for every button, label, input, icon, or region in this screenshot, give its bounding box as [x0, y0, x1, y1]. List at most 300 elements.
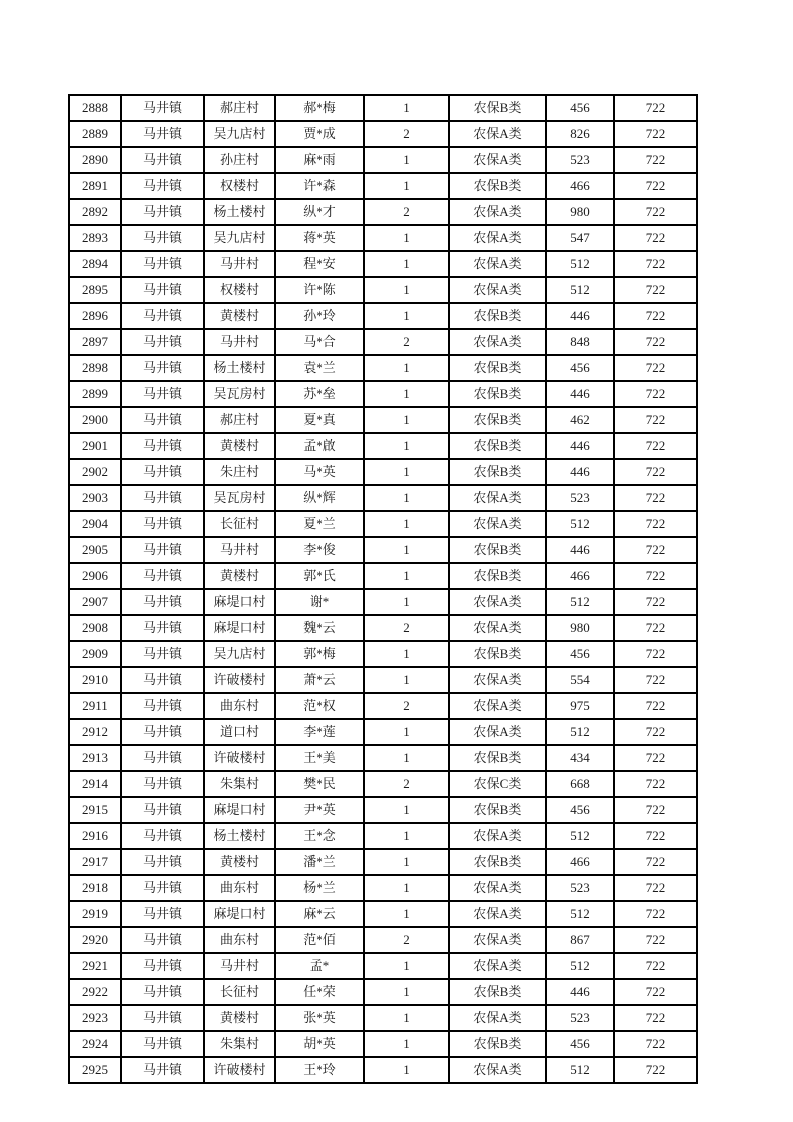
cell-name: 任*荣 — [275, 979, 364, 1005]
cell-standard: 722 — [614, 953, 697, 979]
cell-serial: 2913 — [69, 745, 121, 771]
cell-amount: 446 — [546, 381, 614, 407]
cell-town: 马井镇 — [121, 225, 204, 251]
cell-village: 黄楼村 — [204, 563, 275, 589]
cell-category: 农保A类 — [449, 1005, 546, 1031]
table-body — [69, 95, 697, 1083]
cell-amount: 446 — [546, 459, 614, 485]
cell-category: 农保A类 — [449, 329, 546, 355]
cell-standard: 722 — [614, 563, 697, 589]
cell-category: 农保A类 — [449, 225, 546, 251]
table-row — [69, 355, 697, 381]
cell-town: 马井镇 — [121, 277, 204, 303]
cell-serial: 2891 — [69, 173, 121, 199]
cell-town: 马井镇 — [121, 1031, 204, 1057]
cell-category: 农保A类 — [449, 693, 546, 719]
cell-persons: 1 — [364, 719, 449, 745]
table-row — [69, 407, 697, 433]
cell-village: 长征村 — [204, 979, 275, 1005]
cell-serial: 2909 — [69, 641, 121, 667]
cell-category: 农保A类 — [449, 511, 546, 537]
cell-standard: 722 — [614, 329, 697, 355]
cell-standard: 722 — [614, 1031, 697, 1057]
cell-amount: 462 — [546, 407, 614, 433]
cell-persons: 1 — [364, 225, 449, 251]
cell-serial: 2896 — [69, 303, 121, 329]
cell-persons: 2 — [364, 771, 449, 797]
table-row — [69, 771, 697, 797]
cell-persons: 2 — [364, 199, 449, 225]
cell-village: 吴九店村 — [204, 641, 275, 667]
cell-persons: 2 — [364, 121, 449, 147]
cell-standard: 722 — [614, 823, 697, 849]
cell-serial: 2921 — [69, 953, 121, 979]
cell-village: 吴九店村 — [204, 121, 275, 147]
table-row — [69, 199, 697, 225]
cell-town: 马井镇 — [121, 927, 204, 953]
cell-standard: 722 — [614, 537, 697, 563]
cell-category: 农保B类 — [449, 95, 546, 121]
table-row — [69, 979, 697, 1005]
cell-serial: 2925 — [69, 1057, 121, 1083]
cell-village: 麻堤口村 — [204, 901, 275, 927]
cell-category: 农保A类 — [449, 953, 546, 979]
cell-name: 王*玲 — [275, 1057, 364, 1083]
cell-standard: 722 — [614, 589, 697, 615]
cell-serial: 2905 — [69, 537, 121, 563]
cell-persons: 1 — [364, 1031, 449, 1057]
cell-name: 麻*云 — [275, 901, 364, 927]
cell-standard: 722 — [614, 251, 697, 277]
table-row — [69, 459, 697, 485]
cell-category: 农保A类 — [449, 485, 546, 511]
cell-serial: 2914 — [69, 771, 121, 797]
cell-serial: 2917 — [69, 849, 121, 875]
cell-town: 马井镇 — [121, 1005, 204, 1031]
cell-town: 马井镇 — [121, 173, 204, 199]
cell-amount: 446 — [546, 303, 614, 329]
cell-village: 权楼村 — [204, 277, 275, 303]
cell-category: 农保B类 — [449, 381, 546, 407]
cell-name: 许*森 — [275, 173, 364, 199]
cell-standard: 722 — [614, 771, 697, 797]
cell-serial: 2888 — [69, 95, 121, 121]
cell-persons: 1 — [364, 173, 449, 199]
cell-category: 农保B类 — [449, 745, 546, 771]
cell-name: 马*合 — [275, 329, 364, 355]
cell-serial: 2911 — [69, 693, 121, 719]
cell-category: 农保A类 — [449, 1057, 546, 1083]
cell-name: 夏*兰 — [275, 511, 364, 537]
cell-village: 郝庄村 — [204, 95, 275, 121]
cell-standard: 722 — [614, 511, 697, 537]
cell-name: 麻*雨 — [275, 147, 364, 173]
cell-amount: 512 — [546, 719, 614, 745]
cell-name: 孟* — [275, 953, 364, 979]
cell-persons: 1 — [364, 875, 449, 901]
cell-amount: 523 — [546, 875, 614, 901]
cell-category: 农保A类 — [449, 147, 546, 173]
cell-village: 黄楼村 — [204, 303, 275, 329]
cell-town: 马井镇 — [121, 381, 204, 407]
cell-town: 马井镇 — [121, 641, 204, 667]
cell-name: 谢* — [275, 589, 364, 615]
table-row — [69, 719, 697, 745]
cell-town: 马井镇 — [121, 901, 204, 927]
table-row — [69, 615, 697, 641]
cell-serial: 2918 — [69, 875, 121, 901]
cell-name: 张*英 — [275, 1005, 364, 1031]
cell-standard: 722 — [614, 901, 697, 927]
cell-serial: 2906 — [69, 563, 121, 589]
cell-persons: 1 — [364, 485, 449, 511]
cell-serial: 2920 — [69, 927, 121, 953]
cell-village: 曲东村 — [204, 875, 275, 901]
cell-category: 农保B类 — [449, 407, 546, 433]
cell-serial: 2915 — [69, 797, 121, 823]
cell-name: 胡*英 — [275, 1031, 364, 1057]
cell-village: 道口村 — [204, 719, 275, 745]
cell-serial: 2919 — [69, 901, 121, 927]
cell-category: 农保B类 — [449, 355, 546, 381]
cell-amount: 668 — [546, 771, 614, 797]
cell-category: 农保C类 — [449, 771, 546, 797]
table-row — [69, 927, 697, 953]
cell-serial: 2899 — [69, 381, 121, 407]
table-row — [69, 485, 697, 511]
cell-category: 农保A类 — [449, 875, 546, 901]
table-row — [69, 95, 697, 121]
cell-name: 程*安 — [275, 251, 364, 277]
table-row — [69, 641, 697, 667]
cell-serial: 2901 — [69, 433, 121, 459]
cell-amount: 466 — [546, 563, 614, 589]
cell-standard: 722 — [614, 979, 697, 1005]
cell-village: 马井村 — [204, 537, 275, 563]
cell-amount: 466 — [546, 849, 614, 875]
cell-amount: 512 — [546, 251, 614, 277]
cell-amount: 512 — [546, 511, 614, 537]
cell-town: 马井镇 — [121, 537, 204, 563]
cell-standard: 722 — [614, 1057, 697, 1083]
cell-name: 郭*氏 — [275, 563, 364, 589]
table-row — [69, 225, 697, 251]
table-row — [69, 537, 697, 563]
cell-standard: 722 — [614, 667, 697, 693]
cell-amount: 523 — [546, 147, 614, 173]
cell-town: 马井镇 — [121, 745, 204, 771]
cell-persons: 1 — [364, 667, 449, 693]
table-row — [69, 303, 697, 329]
cell-serial: 2916 — [69, 823, 121, 849]
cell-village: 麻堤口村 — [204, 797, 275, 823]
cell-amount: 512 — [546, 901, 614, 927]
table-row — [69, 433, 697, 459]
cell-amount: 456 — [546, 1031, 614, 1057]
cell-amount: 848 — [546, 329, 614, 355]
cell-town: 马井镇 — [121, 849, 204, 875]
cell-amount: 867 — [546, 927, 614, 953]
cell-town: 马井镇 — [121, 693, 204, 719]
cell-persons: 1 — [364, 95, 449, 121]
cell-persons: 2 — [364, 615, 449, 641]
cell-serial: 2903 — [69, 485, 121, 511]
cell-village: 曲东村 — [204, 927, 275, 953]
cell-name: 郭*梅 — [275, 641, 364, 667]
cell-village: 朱集村 — [204, 1031, 275, 1057]
cell-town: 马井镇 — [121, 1057, 204, 1083]
cell-category: 农保A类 — [449, 823, 546, 849]
cell-standard: 722 — [614, 199, 697, 225]
cell-category: 农保A类 — [449, 667, 546, 693]
cell-town: 马井镇 — [121, 771, 204, 797]
cell-name: 尹*英 — [275, 797, 364, 823]
cell-village: 杨土楼村 — [204, 823, 275, 849]
cell-village: 马井村 — [204, 329, 275, 355]
cell-town: 马井镇 — [121, 95, 204, 121]
table-row — [69, 953, 697, 979]
table-row — [69, 1031, 697, 1057]
cell-name: 苏*垒 — [275, 381, 364, 407]
cell-amount: 456 — [546, 95, 614, 121]
cell-persons: 1 — [364, 407, 449, 433]
cell-name: 夏*真 — [275, 407, 364, 433]
cell-village: 杨土楼村 — [204, 199, 275, 225]
cell-amount: 523 — [546, 1005, 614, 1031]
table-row — [69, 823, 697, 849]
cell-standard: 722 — [614, 875, 697, 901]
cell-amount: 466 — [546, 173, 614, 199]
cell-persons: 1 — [364, 147, 449, 173]
cell-amount: 512 — [546, 823, 614, 849]
cell-serial: 2910 — [69, 667, 121, 693]
cell-persons: 1 — [364, 381, 449, 407]
cell-amount: 975 — [546, 693, 614, 719]
cell-persons: 1 — [364, 303, 449, 329]
cell-serial: 2900 — [69, 407, 121, 433]
cell-village: 许破楼村 — [204, 667, 275, 693]
cell-standard: 722 — [614, 121, 697, 147]
cell-village: 麻堤口村 — [204, 589, 275, 615]
cell-persons: 1 — [364, 797, 449, 823]
cell-persons: 1 — [364, 355, 449, 381]
cell-serial: 2889 — [69, 121, 121, 147]
cell-persons: 1 — [364, 433, 449, 459]
cell-persons: 1 — [364, 953, 449, 979]
cell-persons: 2 — [364, 927, 449, 953]
cell-standard: 722 — [614, 1005, 697, 1031]
cell-name: 蒋*英 — [275, 225, 364, 251]
cell-amount: 456 — [546, 355, 614, 381]
table-row — [69, 173, 697, 199]
cell-name: 孟*啟 — [275, 433, 364, 459]
cell-name: 萧*云 — [275, 667, 364, 693]
cell-village: 吴瓦房村 — [204, 381, 275, 407]
cell-persons: 2 — [364, 693, 449, 719]
cell-name: 潘*兰 — [275, 849, 364, 875]
table-row — [69, 329, 697, 355]
cell-amount: 446 — [546, 433, 614, 459]
cell-amount: 554 — [546, 667, 614, 693]
cell-category: 农保B类 — [449, 849, 546, 875]
cell-name: 范*权 — [275, 693, 364, 719]
cell-serial: 2902 — [69, 459, 121, 485]
table-row — [69, 251, 697, 277]
cell-name: 樊*民 — [275, 771, 364, 797]
cell-name: 王*念 — [275, 823, 364, 849]
cell-town: 马井镇 — [121, 199, 204, 225]
cell-category: 农保B类 — [449, 537, 546, 563]
cell-town: 马井镇 — [121, 251, 204, 277]
table-row — [69, 381, 697, 407]
cell-persons: 1 — [364, 979, 449, 1005]
cell-category: 农保B类 — [449, 641, 546, 667]
cell-name: 袁*兰 — [275, 355, 364, 381]
cell-name: 魏*云 — [275, 615, 364, 641]
cell-category: 农保B类 — [449, 433, 546, 459]
cell-category: 农保B类 — [449, 459, 546, 485]
cell-amount: 456 — [546, 797, 614, 823]
cell-town: 马井镇 — [121, 511, 204, 537]
cell-village: 黄楼村 — [204, 849, 275, 875]
cell-village: 朱集村 — [204, 771, 275, 797]
table-row — [69, 1005, 697, 1031]
cell-name: 范*佰 — [275, 927, 364, 953]
cell-category: 农保A类 — [449, 277, 546, 303]
cell-serial: 2897 — [69, 329, 121, 355]
cell-village: 长征村 — [204, 511, 275, 537]
cell-standard: 722 — [614, 615, 697, 641]
cell-standard: 722 — [614, 927, 697, 953]
cell-name: 王*美 — [275, 745, 364, 771]
cell-village: 马井村 — [204, 251, 275, 277]
cell-serial: 2893 — [69, 225, 121, 251]
cell-persons: 1 — [364, 563, 449, 589]
table-row — [69, 589, 697, 615]
cell-amount: 512 — [546, 1057, 614, 1083]
cell-village: 马井村 — [204, 953, 275, 979]
cell-standard: 722 — [614, 303, 697, 329]
cell-town: 马井镇 — [121, 953, 204, 979]
cell-village: 黄楼村 — [204, 433, 275, 459]
cell-category: 农保A类 — [449, 251, 546, 277]
table-row — [69, 849, 697, 875]
cell-amount: 826 — [546, 121, 614, 147]
cell-name: 孙*玲 — [275, 303, 364, 329]
cell-category: 农保A类 — [449, 927, 546, 953]
cell-category: 农保B类 — [449, 1031, 546, 1057]
cell-village: 麻堤口村 — [204, 615, 275, 641]
cell-town: 马井镇 — [121, 459, 204, 485]
table-row — [69, 511, 697, 537]
cell-name: 李*莲 — [275, 719, 364, 745]
cell-amount: 456 — [546, 641, 614, 667]
cell-name: 贾*成 — [275, 121, 364, 147]
cell-town: 马井镇 — [121, 667, 204, 693]
cell-name: 纵*才 — [275, 199, 364, 225]
cell-village: 许破楼村 — [204, 1057, 275, 1083]
cell-standard: 722 — [614, 459, 697, 485]
cell-serial: 2922 — [69, 979, 121, 1005]
cell-town: 马井镇 — [121, 433, 204, 459]
cell-persons: 1 — [364, 823, 449, 849]
cell-town: 马井镇 — [121, 355, 204, 381]
table-row — [69, 797, 697, 823]
cell-name: 纵*辉 — [275, 485, 364, 511]
cell-persons: 1 — [364, 589, 449, 615]
table-row — [69, 875, 697, 901]
cell-serial: 2898 — [69, 355, 121, 381]
cell-amount: 446 — [546, 979, 614, 1005]
cell-town: 马井镇 — [121, 823, 204, 849]
cell-serial: 2908 — [69, 615, 121, 641]
cell-persons: 1 — [364, 641, 449, 667]
cell-amount: 980 — [546, 199, 614, 225]
cell-standard: 722 — [614, 433, 697, 459]
cell-town: 马井镇 — [121, 589, 204, 615]
cell-town: 马井镇 — [121, 797, 204, 823]
cell-serial: 2894 — [69, 251, 121, 277]
pension-roster-table — [68, 94, 698, 1084]
cell-name: 马*英 — [275, 459, 364, 485]
cell-village: 孙庄村 — [204, 147, 275, 173]
cell-category: 农保A类 — [449, 719, 546, 745]
cell-serial: 2907 — [69, 589, 121, 615]
cell-standard: 722 — [614, 719, 697, 745]
table-row — [69, 121, 697, 147]
cell-category: 农保A类 — [449, 615, 546, 641]
table-row — [69, 563, 697, 589]
cell-standard: 722 — [614, 641, 697, 667]
cell-name: 李*俊 — [275, 537, 364, 563]
table-row — [69, 147, 697, 173]
cell-village: 郝庄村 — [204, 407, 275, 433]
cell-serial: 2924 — [69, 1031, 121, 1057]
cell-standard: 722 — [614, 277, 697, 303]
cell-town: 马井镇 — [121, 121, 204, 147]
cell-persons: 1 — [364, 277, 449, 303]
cell-serial: 2912 — [69, 719, 121, 745]
cell-amount: 512 — [546, 589, 614, 615]
cell-town: 马井镇 — [121, 147, 204, 173]
cell-town: 马井镇 — [121, 485, 204, 511]
cell-category: 农保B类 — [449, 173, 546, 199]
cell-category: 农保A类 — [449, 121, 546, 147]
cell-amount: 434 — [546, 745, 614, 771]
cell-village: 权楼村 — [204, 173, 275, 199]
cell-amount: 512 — [546, 953, 614, 979]
cell-persons: 2 — [364, 329, 449, 355]
cell-category: 农保A类 — [449, 199, 546, 225]
cell-standard: 722 — [614, 485, 697, 511]
cell-serial: 2923 — [69, 1005, 121, 1031]
cell-name: 郝*梅 — [275, 95, 364, 121]
cell-category: 农保B类 — [449, 979, 546, 1005]
cell-standard: 722 — [614, 745, 697, 771]
cell-persons: 1 — [364, 901, 449, 927]
cell-persons: 1 — [364, 745, 449, 771]
cell-category: 农保B类 — [449, 303, 546, 329]
cell-village: 吴九店村 — [204, 225, 275, 251]
cell-standard: 722 — [614, 797, 697, 823]
table-row — [69, 1057, 697, 1083]
cell-standard: 722 — [614, 693, 697, 719]
cell-village: 黄楼村 — [204, 1005, 275, 1031]
cell-standard: 722 — [614, 95, 697, 121]
table-row — [69, 745, 697, 771]
cell-persons: 1 — [364, 537, 449, 563]
cell-category: 农保A类 — [449, 901, 546, 927]
